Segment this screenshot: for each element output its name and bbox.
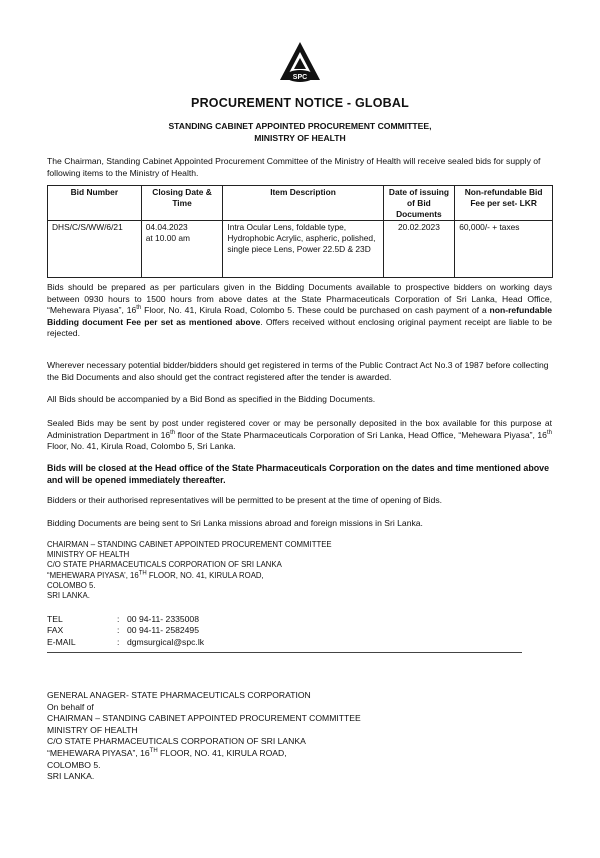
opening-paragraph: Bidders or their authorised representatives will be permitted to be present at the time of opening of Bids. bbox=[47, 495, 443, 505]
subtitle-line: MINISTRY OF HEALTH bbox=[254, 133, 346, 143]
missions-paragraph: Bidding Documents are being sent to Sri Lanka missions abroad and foreign missions in Sri Lanka. bbox=[47, 518, 423, 528]
separator: : bbox=[117, 625, 120, 636]
superscript: TH bbox=[138, 570, 147, 577]
logo-text: SPC bbox=[292, 74, 308, 81]
email-row bbox=[47, 637, 204, 648]
text-run: FLOOR, NO. 41, KIRULA ROAD, bbox=[157, 747, 287, 758]
closing-date: 04.04.2023 bbox=[145, 222, 188, 233]
email-label: E-MAIL bbox=[47, 636, 76, 647]
text-run: floor of the State Pharmaceuticals Corporation of Sri Lanka, Head Office, “Mehewara Piyasa”, 16 bbox=[175, 429, 547, 440]
col-header: Non-refundable Bid Fee per set- LKR bbox=[455, 186, 553, 221]
address-line: C/O STATE PHARMACEUTICALS CORPORATION OF SRI LANKA bbox=[47, 560, 282, 570]
col-header: Item Description bbox=[223, 186, 383, 221]
bid-bond-paragraph: All Bids should be accompanied by a Bid Bond as specified in the Bidding Documents. bbox=[47, 394, 376, 404]
tel-value: 00 94-11- 2335008 bbox=[127, 614, 199, 624]
closing-time: at 10.00 am bbox=[145, 233, 190, 244]
page-subtitle bbox=[0, 120, 600, 144]
signatory-address bbox=[47, 690, 361, 783]
address-line: COLOMBO 5. bbox=[47, 759, 101, 770]
description-cell: Intra Ocular Lens, foldable type, Hydrophobic Acrylic, aspheric, polished, single piece Lens, Power 22.5D & 23D bbox=[223, 221, 383, 278]
bold-text: non-refundable Bidding document Fee per set as mentioned above bbox=[47, 305, 552, 327]
sealed-bids-paragraph bbox=[47, 418, 552, 453]
fax-label: FAX bbox=[47, 625, 64, 636]
address-line: SRI LANKA. bbox=[47, 591, 90, 601]
address-line: COLOMBO 5. bbox=[47, 580, 96, 590]
text-run: Floor, No. 41, Kirula Road, Colombo 5, Sri Lanka. bbox=[47, 441, 236, 452]
fax-row bbox=[47, 625, 204, 636]
col-header: Date of issuing of Bid Documents bbox=[383, 186, 455, 221]
address-line: GENERAL ANAGER- STATE PHARMACEUTICALS CORPORATION bbox=[47, 690, 311, 700]
superscript: th bbox=[546, 429, 552, 436]
address-line bbox=[47, 748, 361, 760]
spc-logo bbox=[277, 40, 323, 86]
bid-table bbox=[47, 185, 553, 278]
email-value: dgmsurgical@spc.lk bbox=[127, 636, 205, 647]
bid-number-cell: DHS/C/S/WW/6/21 bbox=[48, 221, 142, 278]
address-line: On behalf of bbox=[47, 701, 94, 712]
separator: : bbox=[117, 614, 120, 624]
text-run: FLOOR, NO. 41, KIRULA ROAD, bbox=[146, 570, 264, 580]
address-line: CHAIRMAN – STANDING CABINET APPOINTED PROCUREMENT COMMITTEE bbox=[47, 713, 361, 724]
text-run: Bids should be prepared as per particulars given in the Bidding Documents available to prospective bidders on working days between 0930 hours to 1500 hours from above dates at the State Pharmaceuticals Corporation of Sri Lanka, Head Office, “Mehewara Piyasa”, 16 bbox=[47, 282, 552, 316]
address-line: SRI LANKA. bbox=[47, 771, 95, 782]
closing-notice-paragraph: Bids will be closed at the Head office of the State Pharmaceuticals Corporation on the dates and time mentioned above and will be opened immediately thereafter. bbox=[47, 463, 550, 485]
address-line bbox=[47, 571, 332, 581]
page-title: PROCUREMENT NOTICE - GLOBAL bbox=[191, 96, 409, 110]
chairman-address bbox=[47, 540, 332, 601]
superscript: th bbox=[170, 429, 176, 436]
text-run: “MEHEWARA PIYASA”, 16 bbox=[47, 747, 150, 758]
address-line: C/O STATE PHARMACEUTICALS CORPORATION OF SRI LANKA bbox=[47, 736, 306, 747]
divider bbox=[47, 652, 522, 653]
address-line: MINISTRY OF HEALTH bbox=[47, 724, 138, 735]
subtitle-line: STANDING CABINET APPOINTED PROCUREMENT COMMITTEE, bbox=[168, 121, 432, 131]
text-run: Sealed Bids may be sent by post under registered cover or may be personally deposited in the box available for this purpose at Administration Department in 16 bbox=[47, 418, 552, 440]
contact-block bbox=[47, 614, 204, 648]
text-run: . Offers received without enclosing original payment receipt are liable to be rejected. bbox=[47, 316, 553, 339]
text-run: Floor, No. 41, Kirula Road, Colombo 5. These could be purchased on cash payment of a bbox=[141, 305, 490, 316]
superscript: TH bbox=[149, 748, 158, 755]
closing-date-cell bbox=[141, 221, 223, 278]
intro-paragraph: The Chairman, Standing Cabinet Appointed Procurement Committee of the Ministry of Health will receive sealed bids for supply of following items to the Ministry of Health. bbox=[47, 156, 541, 178]
text-run: “MEHEWARA PIYASA’, 16 bbox=[47, 570, 139, 580]
address-line: CHAIRMAN – STANDING CABINET APPOINTED PROCUREMENT COMMITTEE bbox=[47, 540, 332, 549]
table-header-row bbox=[48, 186, 553, 221]
col-header: Bid Number bbox=[48, 186, 142, 221]
fee-cell: 60,000/- + taxes bbox=[455, 221, 553, 278]
superscript: th bbox=[136, 305, 142, 312]
fax-value: 00 94-11- 2582495 bbox=[127, 625, 199, 636]
tel-row bbox=[47, 614, 204, 625]
registration-paragraph: Wherever necessary potential bidder/bidders should get registered in terms of the Public Contract Act No.3 of 1987 before collecting the Bid Documents and also should get the contract registered after the tender is awarded. bbox=[47, 360, 549, 382]
issue-date-cell: 20.02.2023 bbox=[383, 221, 455, 278]
bid-preparation-paragraph bbox=[47, 282, 552, 340]
separator: : bbox=[117, 636, 120, 647]
table-row bbox=[48, 221, 553, 278]
tel-label: TEL bbox=[47, 614, 63, 624]
col-header: Closing Date & Time bbox=[141, 186, 223, 221]
address-line: MINISTRY OF HEALTH bbox=[47, 550, 130, 560]
